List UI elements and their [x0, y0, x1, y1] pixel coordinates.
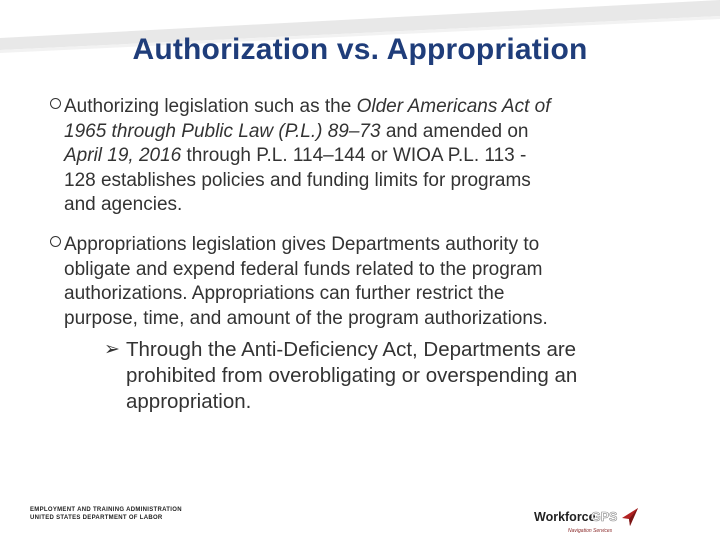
bullet-line: obligate and expend federal funds related to the program — [64, 258, 543, 280]
bullet-line: 1965 through Public Law (P.L.) 89–73 and amended on — [64, 120, 529, 142]
logo-arrow-icon — [618, 506, 640, 528]
bullet-line: April 19, 2016 through P.L. 114–144 or WIOA P.L. 113 - — [64, 145, 527, 166]
bullet-line: 128 establishes policies and funding limits for programs — [64, 169, 531, 191]
department-name: UNITED STATES DEPARTMENT OF LABOR — [30, 515, 163, 521]
sub-bullet-line: prohibited from overobligating or overspending an — [126, 364, 578, 387]
bullet-appropriations — [64, 233, 664, 331]
logo-workforce-text: Workforce — [534, 510, 596, 524]
logo-tagline: Navigation Services — [568, 528, 613, 534]
circle-bullet-icon — [50, 236, 61, 247]
sub-bullet-line: appropriation. — [126, 390, 252, 413]
arrow-bullet-icon: ➢ — [104, 339, 120, 360]
bullet-line: Authorizing legislation such as the Older Americans Act of — [64, 96, 551, 117]
agency-footer — [30, 506, 182, 522]
logo-gps-text: GPS — [591, 510, 618, 524]
bullet-line: authorizations. Appropriations can further restrict the — [64, 283, 505, 304]
sub-bullet-anti-deficiency — [104, 337, 706, 415]
bullet-line: Appropriations legislation gives Departments authority to — [64, 234, 540, 255]
bullet-authorizing — [64, 95, 664, 218]
sub-bullet-line: Through the Anti-Deficiency Act, Departments are — [126, 338, 577, 361]
bullet-line: and agencies. — [64, 194, 183, 215]
agency-name: EMPLOYMENT AND TRAINING ADMINISTRATION — [30, 507, 182, 513]
circle-bullet-icon — [50, 98, 61, 109]
slide-title: Authorization vs. Appropriation — [132, 33, 588, 66]
workforcegps-logo — [534, 506, 654, 538]
bullet-line: purpose, time, and amount of the program authorizations. — [64, 307, 548, 329]
